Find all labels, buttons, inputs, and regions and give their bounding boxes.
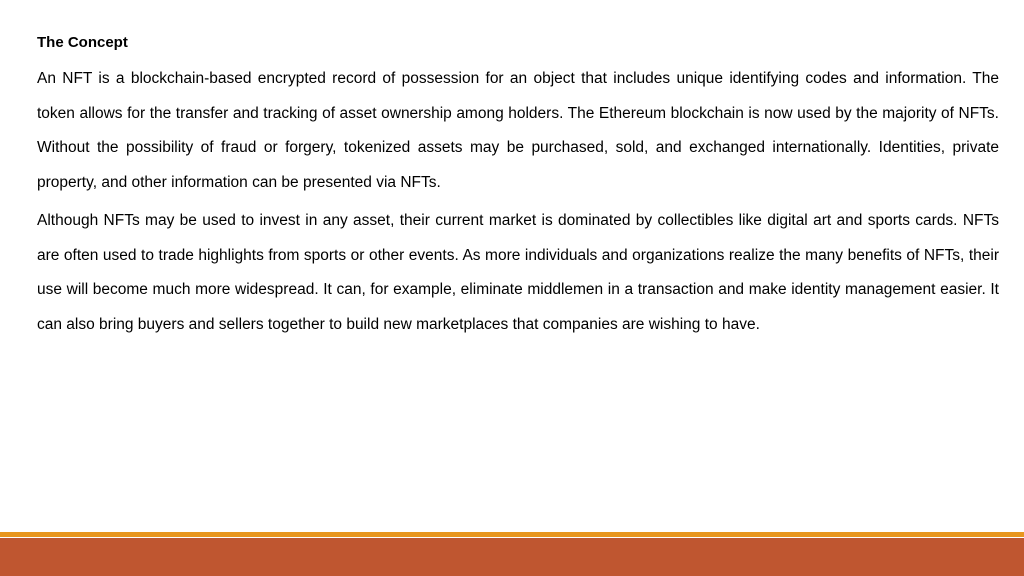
slide-content (37, 32, 999, 344)
footer-band (0, 538, 1024, 576)
section-heading: The Concept (37, 34, 128, 51)
paragraph-concept-definition: An NFT is a blockchain-based encrypted record of possession for an object that includes unique identifying codes and information. The token allows for the transfer and tracking of asset ownership among holders. The Ethereum blockchain is now used by the majority of NFTs. Without the possibility of fraud or forgery, tokenized assets may be purchased, sold, and exchanged internationally. Identities, private property, and other information can be presented via NFTs. (37, 70, 999, 191)
paragraph-nft-uses: Although NFTs may be used to invest in any asset, their current market is dominated by collectibles like digital art and sports cards. NFTs are often used to trade highlights from sports or other events. As more individuals and organizations realize the many benefits of NFTs, their use will become much more widespread. It can, for example, eliminate middlemen in a transaction and make identity management easier. It can also bring buyers and sellers together to build new marketplaces that companies are wishing to have. (37, 212, 999, 333)
footer-accent-line (0, 532, 1024, 537)
